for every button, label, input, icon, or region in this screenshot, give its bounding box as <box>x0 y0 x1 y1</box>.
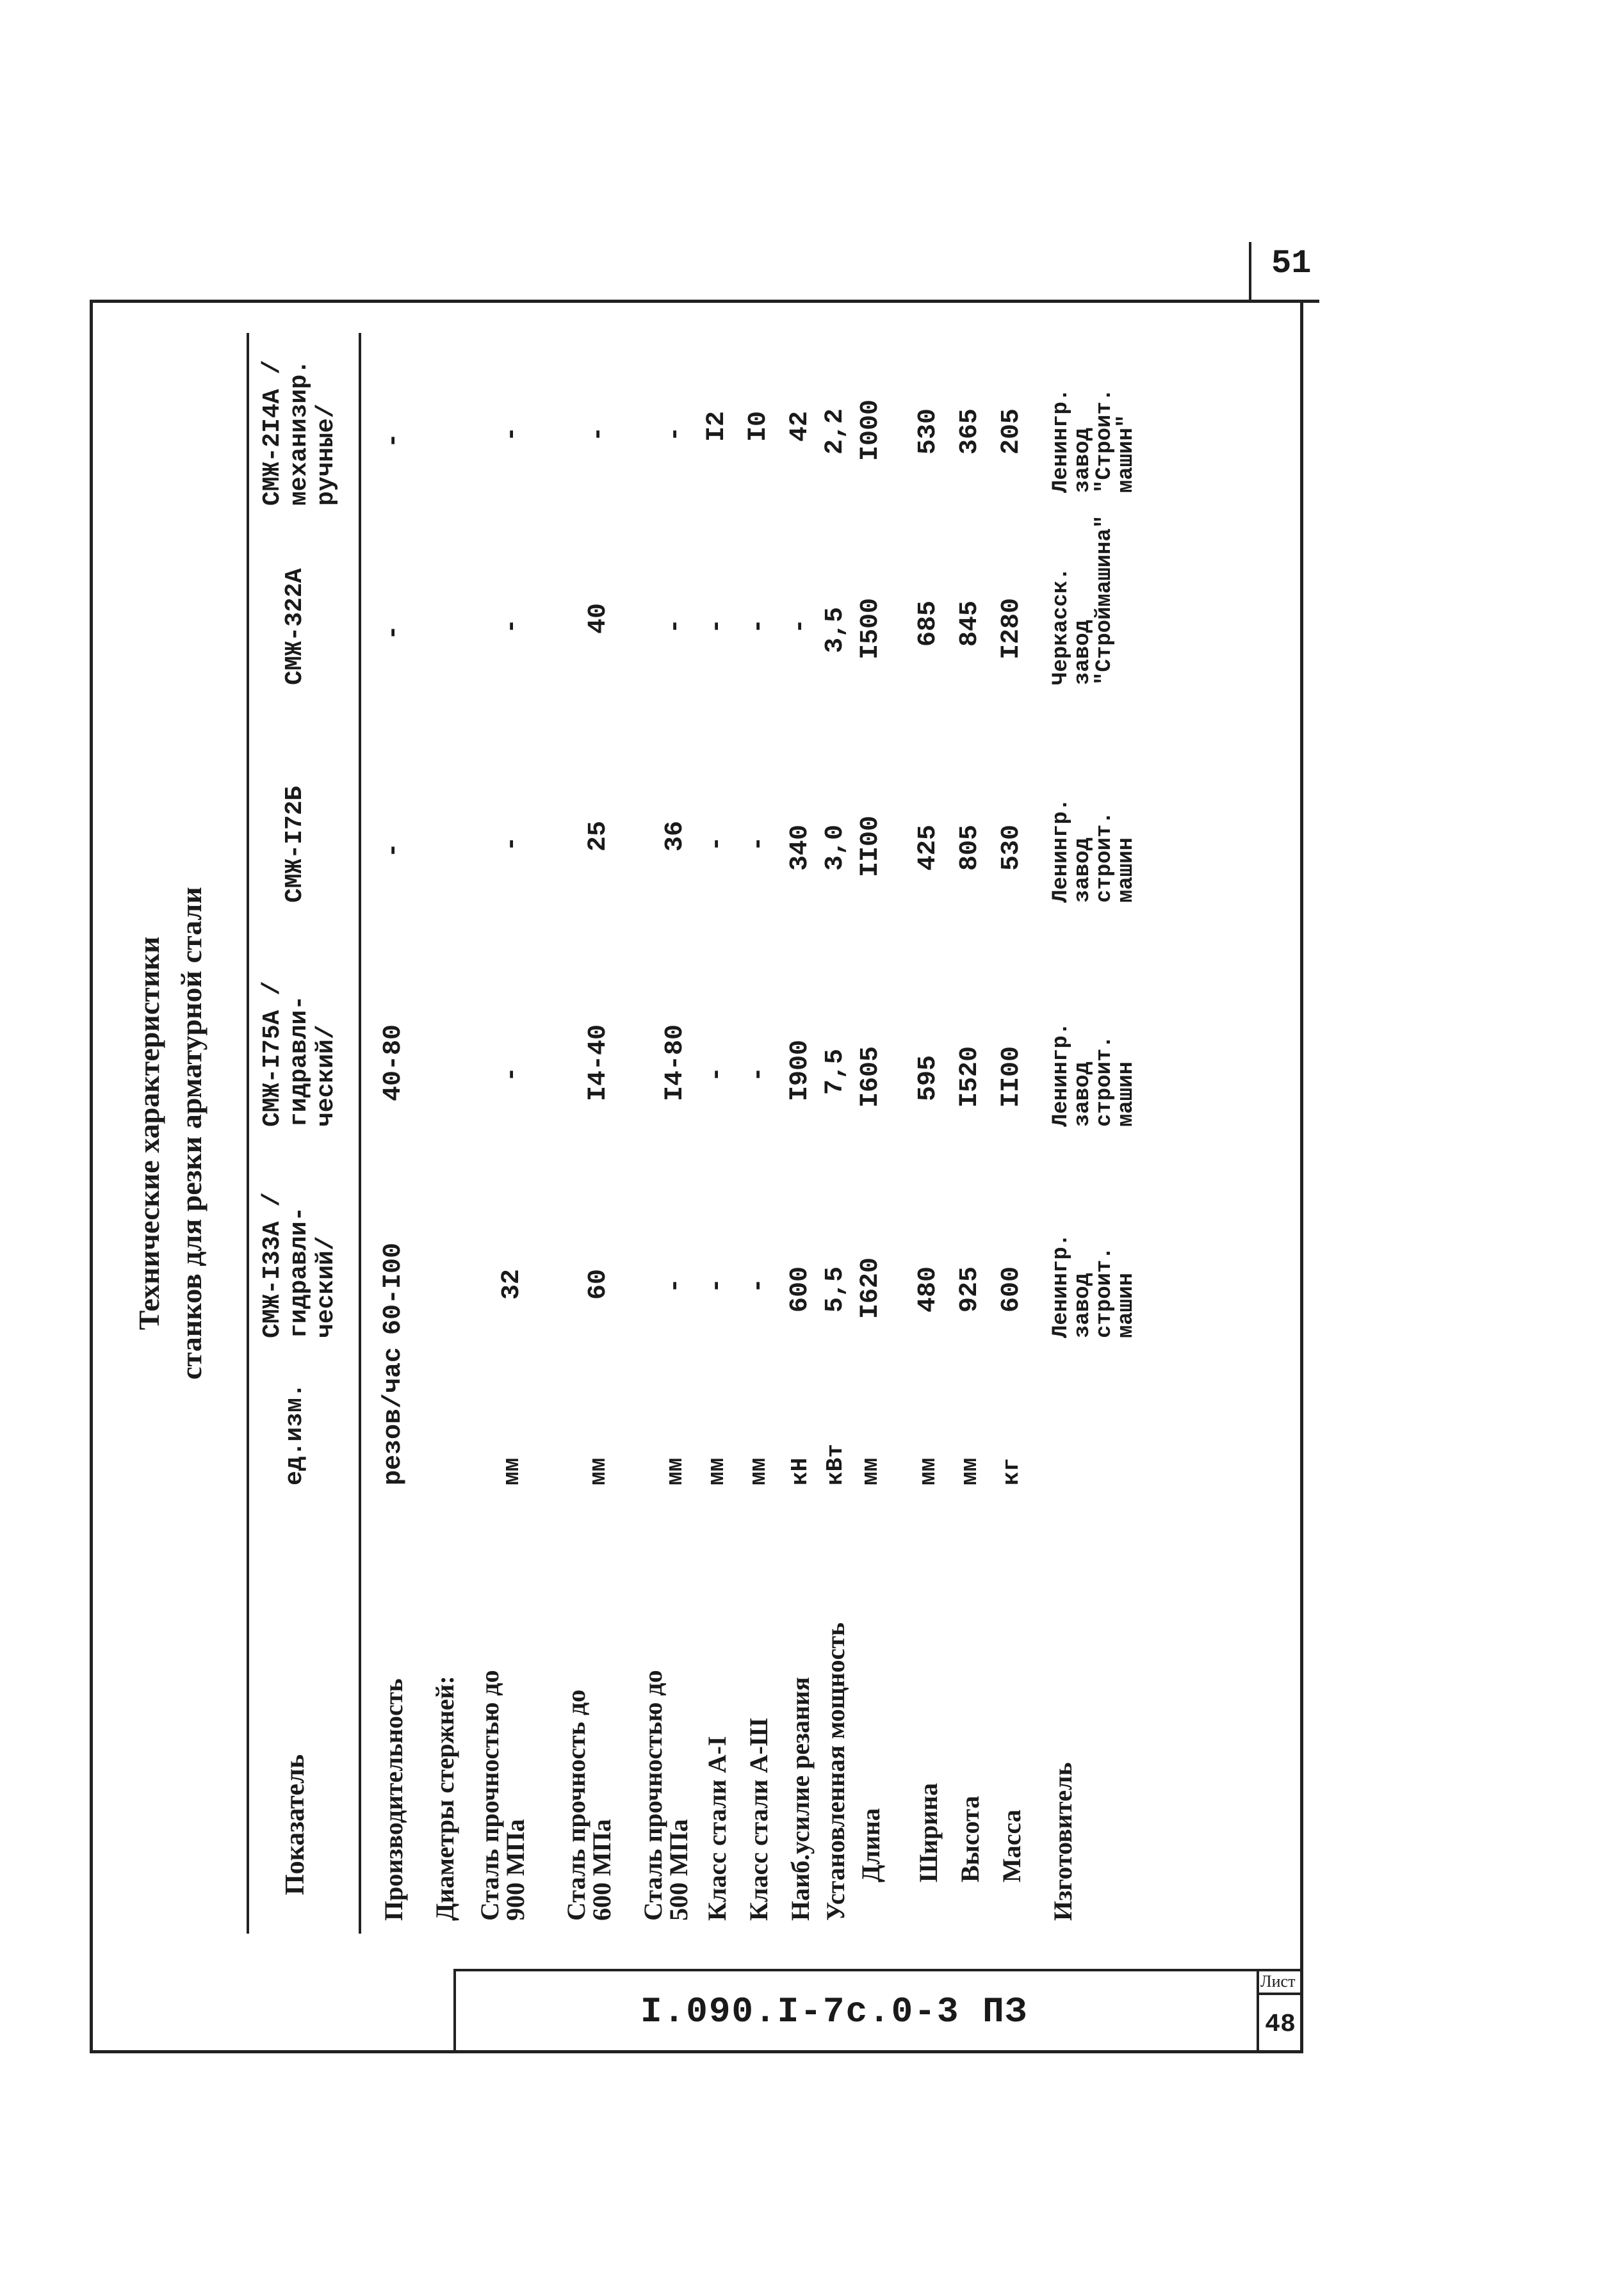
row-label: Диаметры стержней: <box>430 1676 459 1921</box>
row-value: 60-I00 <box>379 1242 408 1335</box>
row-value: I520 <box>956 1046 984 1108</box>
row-value: 40 <box>584 602 613 634</box>
row-label: Высота <box>956 1795 984 1882</box>
row-value: 7,5 <box>821 1048 850 1095</box>
row-label: Ширина <box>914 1783 943 1882</box>
row-value: - <box>703 836 731 852</box>
row-value: 5,5 <box>821 1266 850 1313</box>
manufacturer: Черкасск. завод "Строймашина" <box>1049 515 1117 685</box>
row-label: Класс стали А-I <box>703 1736 731 1921</box>
row-value: - <box>498 618 526 634</box>
row-value: I500 <box>856 597 885 659</box>
row-unit: мм <box>745 1457 772 1485</box>
row-value: - <box>786 618 815 634</box>
row-value: - <box>744 1066 773 1082</box>
row-value: 530 <box>914 408 943 455</box>
row-value: 340 <box>786 824 815 871</box>
header-machine-2: СМЖ-I75А /гидравли-ческий/ <box>259 980 340 1127</box>
row-label: Наиб.усилие резания <box>786 1677 815 1921</box>
header-rule-top <box>247 333 249 1934</box>
header-machine-1: СМЖ-I33А /гидравли-ческий/ <box>259 1192 340 1338</box>
row-label: Установленная мощность <box>821 1622 850 1921</box>
sheet-label: Лист <box>1260 1972 1296 1991</box>
row-unit: мм <box>915 1457 941 1485</box>
row-label: Сталь прочностью до 500 МПа <box>639 1670 693 1921</box>
row-value: I0 <box>744 410 773 442</box>
row-value: - <box>703 1066 731 1082</box>
frame-border <box>1300 300 1303 2053</box>
row-value: 365 <box>956 408 984 455</box>
manufacturer: Ленингр. завод "Строит. машин" <box>1049 388 1139 493</box>
row-unit: мм <box>662 1457 688 1485</box>
row-label: Длина <box>856 1807 885 1882</box>
row-label: Сталь прочностью до 900 МПа <box>475 1670 530 1921</box>
row-value: - <box>744 836 773 852</box>
row-value: - <box>661 618 690 634</box>
row-value: - <box>661 426 690 442</box>
row-value: 3,5 <box>821 606 850 653</box>
row-value: I280 <box>997 597 1026 659</box>
row-unit: кг <box>998 1457 1025 1485</box>
page-number: 51 <box>1271 245 1312 282</box>
row-value: - <box>498 426 526 442</box>
corner-rule <box>1249 242 1251 302</box>
row-value: 845 <box>956 600 984 647</box>
header-rule-bottom <box>359 333 361 1934</box>
row-value: - <box>498 836 526 852</box>
table-title <box>128 333 213 1934</box>
row-value: 685 <box>914 600 943 647</box>
row-value: - <box>379 624 408 640</box>
row-value: 60 <box>584 1268 613 1300</box>
row-value: 600 <box>786 1266 815 1313</box>
row-value: 480 <box>914 1266 943 1313</box>
row-unit: мм <box>499 1457 525 1485</box>
row-value: 32 <box>498 1268 526 1300</box>
title-block-border <box>1257 1969 1259 2052</box>
frame-border <box>90 300 93 2053</box>
row-label: Изготовитель <box>1048 1762 1077 1921</box>
row-value: - <box>379 842 408 858</box>
header-unit: ед.изм. <box>281 1383 309 1485</box>
row-value: - <box>744 618 773 634</box>
row-value: - <box>703 1277 731 1293</box>
title-block-border <box>453 1969 1303 1971</box>
row-value: 25 <box>584 820 613 852</box>
row-value: - <box>584 426 613 442</box>
rotated-table-content <box>128 333 1294 1934</box>
header-machine-4: СМЖ-322А <box>281 568 309 685</box>
row-label: Масса <box>997 1809 1026 1882</box>
row-value: I4-40 <box>584 1024 613 1101</box>
row-value: 205 <box>997 408 1026 455</box>
row-value: 595 <box>914 1055 943 1101</box>
row-unit: мм <box>957 1457 983 1485</box>
row-unit: кН <box>787 1457 813 1485</box>
frame-border <box>90 2050 1303 2053</box>
row-value: 42 <box>786 410 815 442</box>
row-value: 425 <box>914 824 943 871</box>
row-value: 2,2 <box>821 408 850 455</box>
row-value: II00 <box>997 1046 1026 1108</box>
row-value: II00 <box>856 815 885 877</box>
document-code: I.090.I-7c.0-3 ПЗ <box>640 1991 1029 2032</box>
row-value: - <box>379 432 408 448</box>
row-value: - <box>744 1277 773 1293</box>
header-machine-5: СМЖ-2I4А /механизир. ручные/ <box>259 359 340 506</box>
header-machine-3: СМЖ-I72Б <box>281 786 309 903</box>
manufacturer: Ленингр. завод строит. машин <box>1049 1233 1139 1338</box>
manufacturer: Ленингр. завод строит. машин <box>1049 798 1139 903</box>
row-unit: мм <box>858 1457 884 1485</box>
row-value: 530 <box>997 824 1026 871</box>
row-unit: кВт <box>822 1444 849 1485</box>
row-value: I900 <box>786 1039 815 1101</box>
row-unit: мм <box>585 1457 612 1485</box>
row-label: Производительность <box>379 1678 408 1921</box>
row-value: I2 <box>703 410 731 442</box>
row-value: 805 <box>956 824 984 871</box>
row-label: Сталь прочность до 600 МПа <box>562 1689 616 1921</box>
manufacturer: Ленингр. завод строит. машин <box>1049 1022 1139 1127</box>
header-param: Показатель <box>281 1754 310 1895</box>
frame-border <box>90 300 1319 303</box>
sheet-number: 48 <box>1265 2010 1296 2039</box>
row-value: I620 <box>856 1257 885 1319</box>
row-value: I605 <box>856 1046 885 1108</box>
row-value: I000 <box>856 399 885 461</box>
row-value: - <box>661 1277 690 1293</box>
title-block-border <box>453 1969 456 2052</box>
row-value: 40-80 <box>379 1024 408 1101</box>
row-value: 36 <box>661 820 690 852</box>
title-line-2: станков для резки арматурной стали <box>175 887 208 1380</box>
row-value: I4-80 <box>661 1024 690 1101</box>
row-value: 600 <box>997 1266 1026 1313</box>
row-unit: мм <box>704 1457 730 1485</box>
row-value: - <box>703 618 731 634</box>
row-label: Класс стали А-Ш <box>744 1718 773 1921</box>
row-unit: резов/час <box>379 1346 408 1485</box>
title-block-border <box>1257 1993 1303 1995</box>
title-line-1: Технические характеристики <box>133 936 165 1330</box>
row-value: - <box>498 1066 526 1082</box>
row-value: 3,0 <box>821 824 850 871</box>
row-value: 925 <box>956 1266 984 1313</box>
